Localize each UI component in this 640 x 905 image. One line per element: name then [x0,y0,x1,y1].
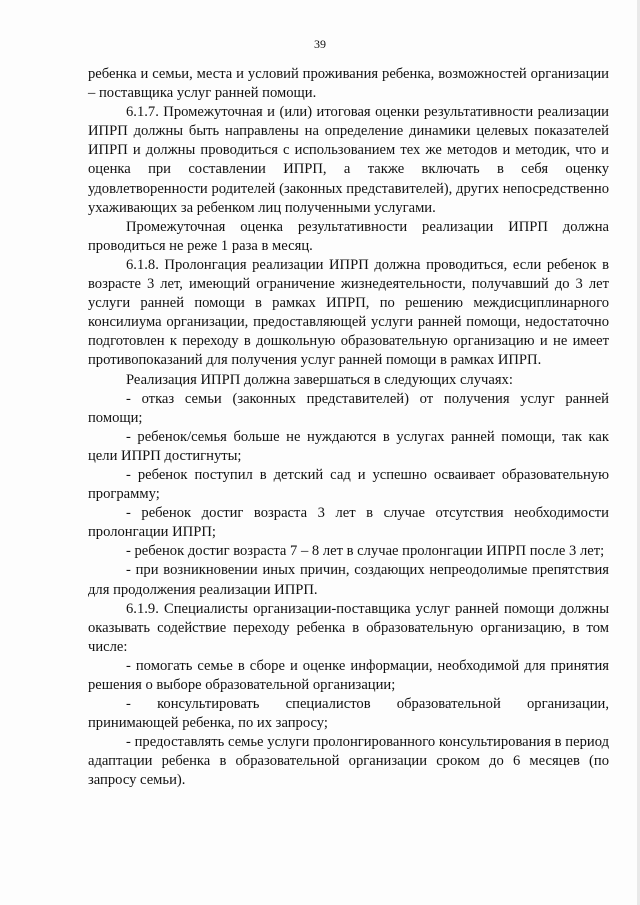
list-item: - ребенок достиг возраста 7 – 8 лет в случае пролонгации ИПРП после 3 лет; [126,543,605,560]
page-number: 39 [314,37,326,51]
list-item: - ребенок поступил в детский сад и успешно осваивает образовательную программу; [88,466,609,503]
list-item: - помогать семье в сборе и оценке информации, необходимой для принятия решения о выборе образовательной организации; [88,657,609,693]
paragraph-6-1-7: 6.1.7. Промежуточная и (или) итоговая оценки результативности реализации ИПРП должны быть направлены на определение динамики целевых показателей ИПРП и должны проводиться с использованием тех же методов и методик, что и оценка при составлении ИПРП, а также включать в себя оценку удовлетворенности родителей (законных представителей), других непосредственно ухаживающих за ребенком лиц полученными услугами. [88,104,609,216]
paragraph-6-1-8: 6.1.8. Пролонгация реализации ИПРП должна проводиться, если ребенок в возрасте 3 лет, имеющий ограничение жизнедеятельности, получавший до 3 лет услуги ранней помощи в рамках ИПРП, по решению междисциплинарного консилиума организации, предоставляющей услуги ранней помощи, недостаточно подготовлен к переходу в дошкольную образовательную организацию и не имеет противопоказаний для получения услуг ранней помощи в рамках ИПРП. [88,256,609,369]
paragraph-6-1-9: 6.1.9. Специалисты организации-поставщика услуг ранней помощи должны оказывать содействие переходу ребенка в образовательную организацию, в том числе: [88,600,609,655]
paragraph-completion-cases: Реализация ИПРП должна завершаться в следующих случаях: [126,371,513,388]
paragraph-interim-assessment: Промежуточная оценка результативности реализации ИПРП должна проводиться не реже 1 раза в месяц. [88,218,609,254]
paragraph-continuation: ребенка и семьи, места и условий проживания ребенка, возможностей организации – поставщика услуг ранней помощи. [88,66,609,102]
list-item: - при возникновении иных причин, создающих непреодолимые препятствия для продолжения реализации ИПРП. [88,562,609,598]
list-item: - отказ семьи (законных представителей) от получения услуг ранней помощи; [88,390,609,426]
list-item: - предоставлять семье услуги пролонгированного консультирования в период адаптации ребенка в образовательной организации сроком до 6 месяцев (по запросу семьи). [88,734,609,789]
list-item: - ребенок/семья больше не нуждаются в услугах ранней помощи, так как цели ИПРП достигнуты; [88,428,609,464]
document-body [88,65,609,791]
list-item: - ребенок достиг возраста 3 лет в случае отсутствия необходимости пролонгации ИПРП; [88,505,609,541]
list-item: - консультировать специалистов образовательной организации, принимающей ребенка, по их запросу; [88,696,609,732]
